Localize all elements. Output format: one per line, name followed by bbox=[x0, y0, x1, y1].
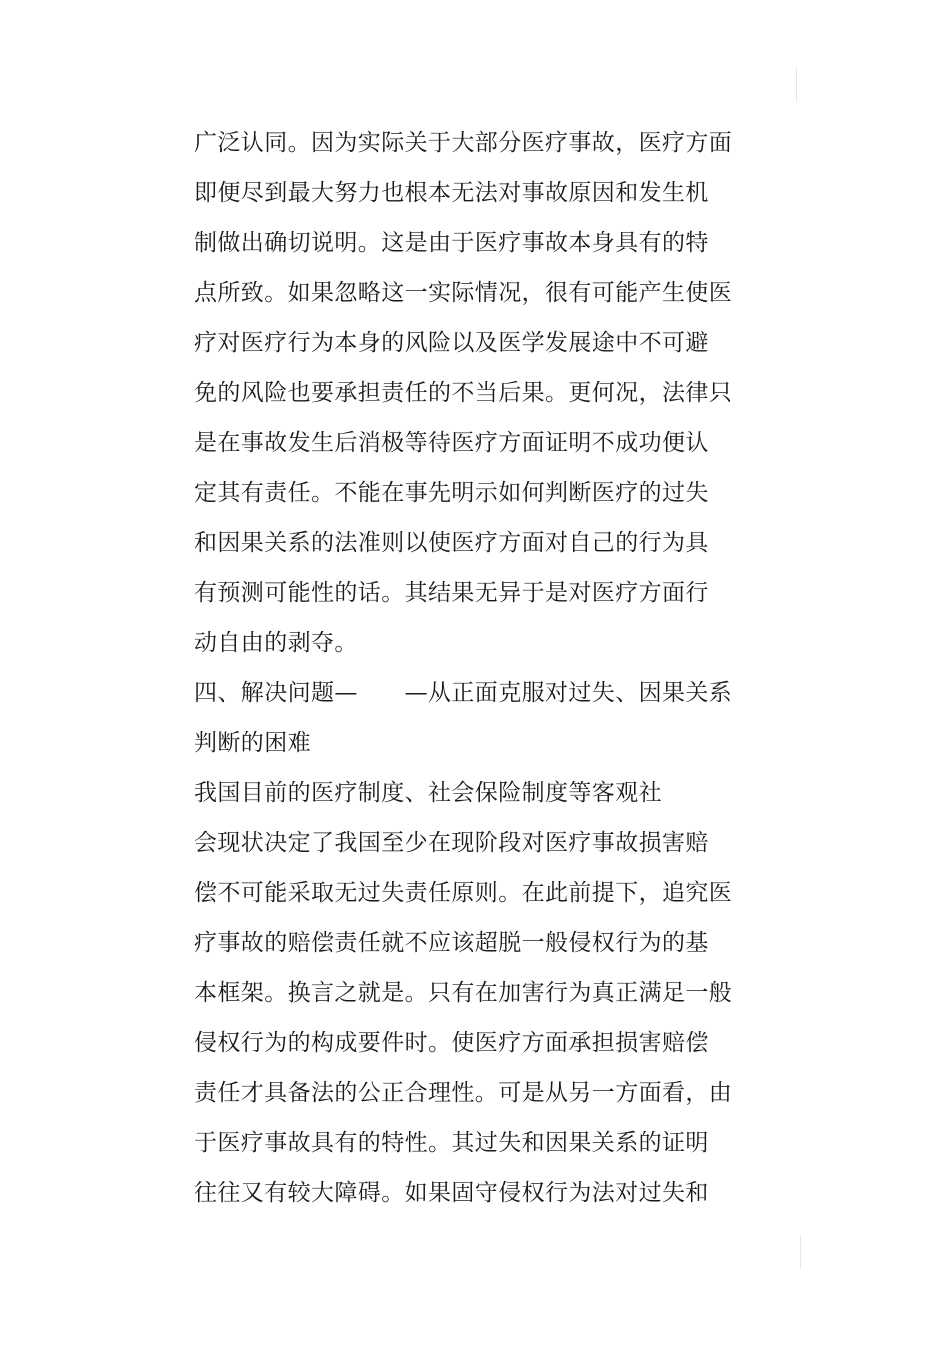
text-line: 往往又有较大障碍。如果固守侵权行为法对过失和 bbox=[194, 1180, 709, 1206]
text-line: 疗对医疗行为本身的风险以及医学发展途中不可避 bbox=[194, 330, 709, 356]
text-line: 即便尽到最大努力也根本无法对事故原因和发生机 bbox=[194, 180, 709, 206]
text-line: 是在事故发生后消极等待医疗方面证明不成功便认 bbox=[194, 430, 709, 456]
text-line: 制做出确切说明。这是由于医疗事故本身具有的特 bbox=[194, 230, 709, 256]
text-line: 本框架。换言之就是。只有在加害行为真正满足一般 bbox=[194, 980, 733, 1006]
text-line: 会现状决定了我国至少在现阶段对医疗事故损害赔 bbox=[194, 830, 709, 856]
text-line: 广泛认同。因为实际关于大部分医疗事故，医疗方面 bbox=[194, 130, 733, 156]
page-margin-mark-top bbox=[796, 68, 797, 102]
text-line: 责任才具备法的公正合理性。可是从另一方面看，由 bbox=[194, 1080, 733, 1106]
text-line: 和因果关系的法准则以使医疗方面对自己的行为具 bbox=[194, 530, 709, 556]
body-text bbox=[194, 118, 734, 1218]
section-heading: 四、解决问题— —从正面克服对过失、因果关系 bbox=[194, 680, 733, 706]
text-line: 动自由的剥夺。 bbox=[194, 630, 358, 656]
page-margin-mark-bottom bbox=[800, 1235, 801, 1269]
text-line: 侵权行为的构成要件时。使医疗方面承担损害赔偿 bbox=[194, 1030, 709, 1056]
text-line: 于医疗事故具有的特性。其过失和因果关系的证明 bbox=[194, 1130, 709, 1156]
text-line: 有预测可能性的话。其结果无异于是对医疗方面行 bbox=[194, 580, 709, 606]
text-line: 点所致。如果忽略这一实际情况，很有可能产生使医 bbox=[194, 280, 733, 306]
section-heading-continued: 判断的困难 bbox=[194, 730, 311, 756]
text-line: 我国目前的医疗制度、社会保险制度等客观社 bbox=[194, 780, 662, 806]
text-line: 偿不可能采取无过失责任原则。在此前提下，追究医 bbox=[194, 880, 733, 906]
text-line: 疗事故的赔偿责任就不应该超脱一般侵权行为的基 bbox=[194, 930, 709, 956]
text-line: 免的风险也要承担责任的不当后果。更何况，法律只 bbox=[194, 380, 733, 406]
text-line: 定其有责任。不能在事先明示如何判断医疗的过失 bbox=[194, 480, 709, 506]
